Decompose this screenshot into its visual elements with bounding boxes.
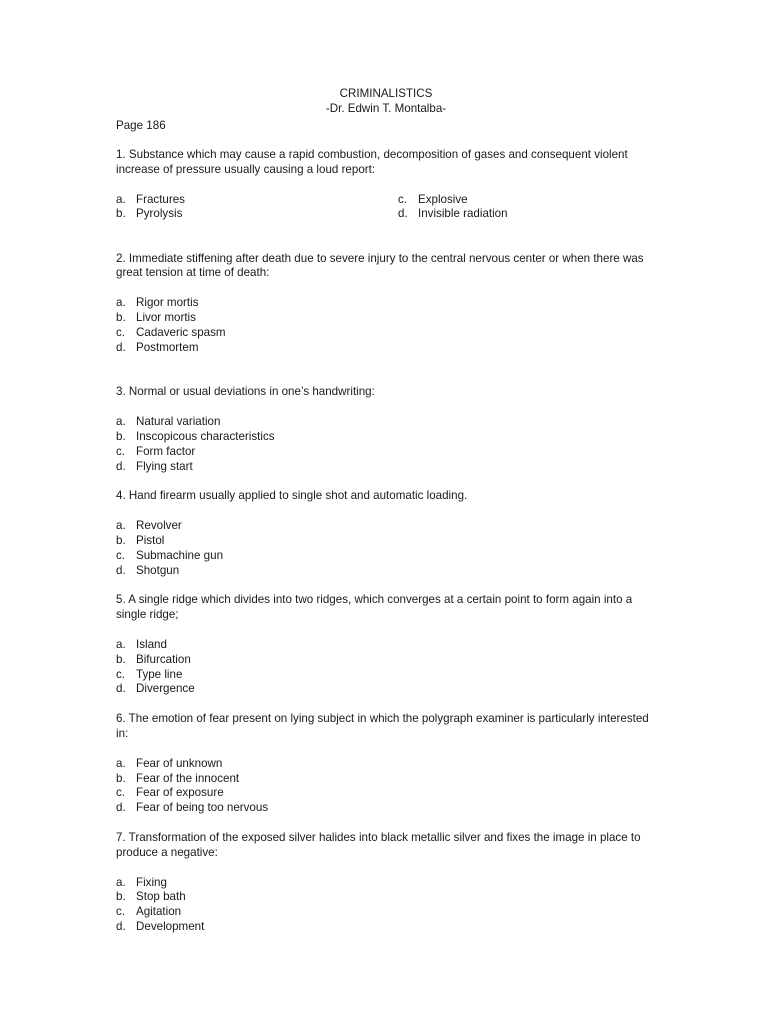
option-letter: d. <box>116 801 126 815</box>
option-a <box>116 876 656 891</box>
option-letter: c. <box>116 325 126 339</box>
option-letter: b. <box>116 310 126 324</box>
page-number: Page 186 <box>116 119 166 132</box>
option-letter: b. <box>116 207 126 221</box>
option-text: Island <box>136 637 167 651</box>
option-text: Rigor mortis <box>136 296 199 310</box>
option-c <box>116 905 656 920</box>
option-d <box>116 682 656 697</box>
document-title: CRIMINALISTICS <box>339 87 433 100</box>
options-list <box>116 638 656 697</box>
option-letter: d. <box>116 563 126 577</box>
question-text: 6. The emotion of fear present on lying subject in which the polygraph examiner is particularly interested in: <box>116 712 649 740</box>
question-3 <box>116 385 656 474</box>
option-letter: b. <box>116 652 126 666</box>
option-letter: b. <box>116 533 126 547</box>
option-letter: a. <box>116 637 126 651</box>
option-a <box>116 519 656 534</box>
option-d <box>116 801 656 816</box>
option-letter: c. <box>398 192 408 206</box>
option-text: Stop bath <box>136 890 186 904</box>
option-letter: c. <box>116 548 126 562</box>
option-text: Pyrolysis <box>136 207 183 221</box>
option-letter: c. <box>116 444 126 458</box>
option-text: Livor mortis <box>136 310 196 324</box>
option-letter: a. <box>116 296 126 310</box>
question-6 <box>116 712 656 816</box>
option-b <box>116 890 656 905</box>
option-a <box>116 757 656 772</box>
option-text: Cadaveric spasm <box>136 325 226 339</box>
option-letter: a. <box>116 415 126 429</box>
option-letter: d. <box>116 919 126 933</box>
option-text: Natural variation <box>136 415 221 429</box>
option-text: Flying start <box>136 459 193 473</box>
option-d <box>116 460 656 475</box>
option-text: Type line <box>136 667 183 681</box>
option-letter: c. <box>116 905 126 919</box>
question-4 <box>116 489 656 578</box>
options-list <box>116 296 656 355</box>
option-text: Fractures <box>136 192 185 206</box>
option-text: Shotgun <box>136 563 180 577</box>
option-c <box>398 193 508 208</box>
option-letter: d. <box>116 340 126 354</box>
option-letter: c. <box>116 667 126 681</box>
option-text: Divergence <box>136 682 195 696</box>
option-d <box>398 207 508 222</box>
option-c <box>116 668 656 683</box>
option-b <box>116 430 656 445</box>
options-list <box>116 519 656 578</box>
option-text: Fear of exposure <box>136 786 224 800</box>
option-text: Fear of being too nervous <box>136 801 269 815</box>
option-text: Invisible radiation <box>418 207 508 221</box>
question-7 <box>116 831 656 935</box>
option-text: Development <box>136 919 205 933</box>
option-letter: d. <box>398 207 408 221</box>
question-text: 1. Substance which may cause a rapid combustion, decomposition of gases and consequent violent increase of pressure usually causing a loud report: <box>116 148 628 176</box>
option-c <box>116 445 656 460</box>
option-text: Pistol <box>136 533 165 547</box>
option-d <box>116 564 656 579</box>
question-1 <box>116 148 656 223</box>
option-letter: a. <box>116 875 126 889</box>
option-letter: c. <box>116 786 126 800</box>
options-list <box>116 193 656 223</box>
options-list <box>116 876 656 935</box>
question-text: 3. Normal or usual deviations in one’s handwriting: <box>116 385 375 399</box>
option-b <box>116 653 656 668</box>
option-text: Fixing <box>136 875 167 889</box>
option-text: Inscopicous characteristics <box>136 429 275 443</box>
option-text: Form factor <box>136 444 196 458</box>
question-text: 7. Transformation of the exposed silver halides into black metallic silver and fixes the image in place to produce a negative: <box>116 830 641 859</box>
option-a <box>116 296 656 311</box>
option-c <box>116 326 656 341</box>
option-text: Postmortem <box>136 340 199 354</box>
option-letter: a. <box>116 192 126 206</box>
option-letter: a. <box>116 519 126 533</box>
option-b <box>116 207 185 222</box>
document-header <box>116 87 656 117</box>
question-text: 4. Hand firearm usually applied to single shot and automatic loading. <box>116 489 468 503</box>
option-c <box>116 786 656 801</box>
option-letter: b. <box>116 771 126 785</box>
option-text: Explosive <box>418 192 468 206</box>
option-text: Revolver <box>136 519 182 533</box>
option-a <box>116 415 656 430</box>
question-5 <box>116 593 656 697</box>
option-letter: d. <box>116 682 126 696</box>
option-text: Bifurcation <box>136 652 191 666</box>
option-c <box>116 549 656 564</box>
option-d <box>116 920 656 935</box>
document-page <box>116 87 656 935</box>
option-text: Fear of the innocent <box>136 771 240 785</box>
option-b <box>116 772 656 787</box>
option-text: Submachine gun <box>136 548 224 562</box>
option-text: Fear of unknown <box>136 756 223 770</box>
option-d <box>116 341 656 356</box>
option-letter: b. <box>116 429 126 443</box>
document-author: -Dr. Edwin T. Montalba- <box>325 102 447 115</box>
option-letter: a. <box>116 756 126 770</box>
option-text: Agitation <box>136 905 182 919</box>
option-letter: d. <box>116 459 126 473</box>
option-b <box>116 311 656 326</box>
option-a <box>116 638 656 653</box>
option-letter: b. <box>116 890 126 904</box>
question-text: 2. Immediate stiffening after death due to severe injury to the central nervous center or when there was great tension at time of death: <box>116 251 644 280</box>
option-a <box>116 193 185 208</box>
options-list <box>116 415 656 474</box>
question-text: 5. A single ridge which divides into two ridges, which converges at a certain point to form again into a single ridge; <box>116 593 633 622</box>
options-list <box>116 757 656 816</box>
question-2 <box>116 252 656 356</box>
option-b <box>116 534 656 549</box>
